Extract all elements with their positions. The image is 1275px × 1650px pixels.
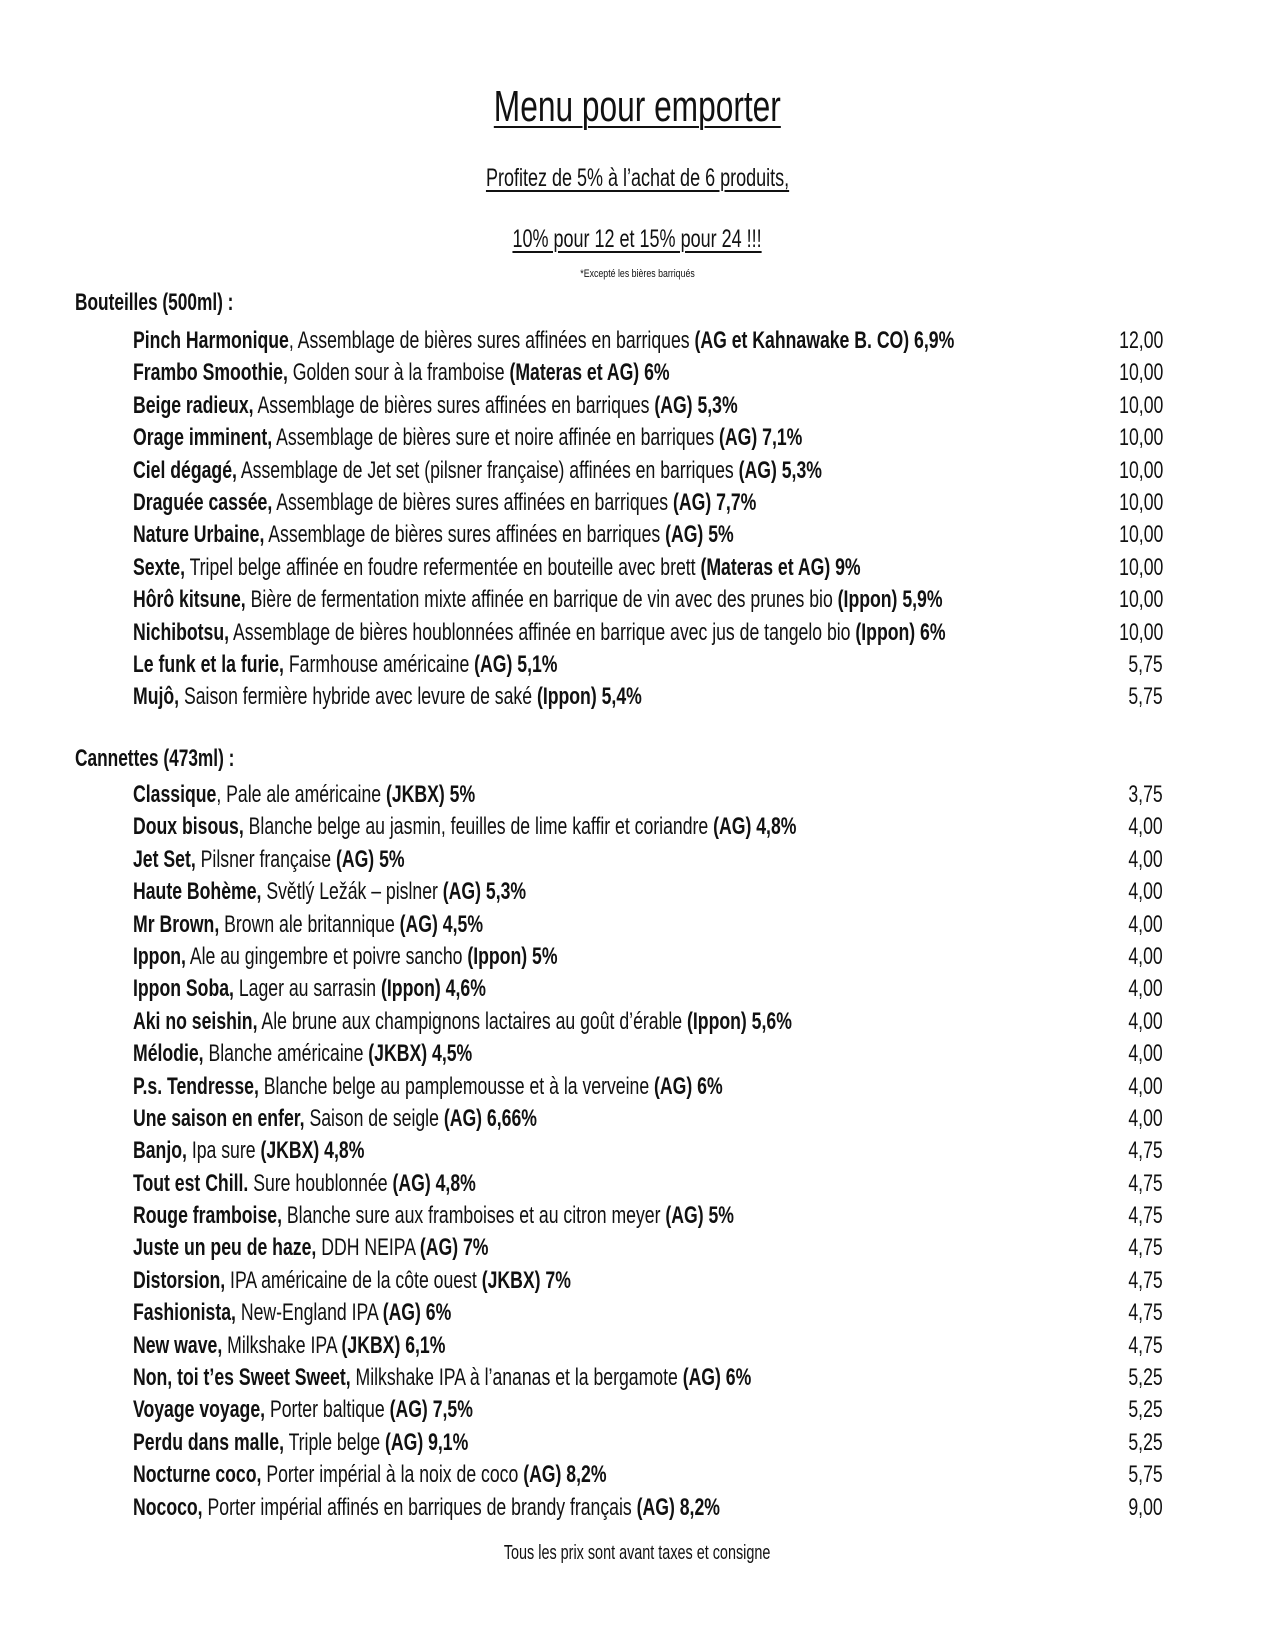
beer-style: Světlý Ležák – pislner xyxy=(266,878,443,906)
brewer-abv: (AG) 6% xyxy=(654,1072,723,1100)
beer-name: P.s. Tendresse, xyxy=(133,1072,259,1100)
price: 4,75 xyxy=(1128,1234,1163,1262)
beer-name: Doux bisous, xyxy=(133,813,244,841)
brewer-abv: (AG) 5,3% xyxy=(738,456,822,484)
cans-list xyxy=(0,780,1275,1525)
beer-style: Ipa sure xyxy=(191,1137,261,1165)
menu-item-row xyxy=(0,1460,1275,1492)
menu-item-row xyxy=(0,520,1275,552)
menu-item-description xyxy=(133,1428,468,1458)
price: 10,00 xyxy=(1118,424,1163,452)
menu-item-description xyxy=(133,812,796,842)
menu-item-row xyxy=(0,1007,1275,1039)
price: 4,75 xyxy=(1128,1169,1163,1197)
menu-item-description xyxy=(133,1460,607,1490)
price: 4,00 xyxy=(1128,975,1163,1003)
brewer-abv: (AG) 4,8% xyxy=(392,1169,476,1197)
beer-style: Assemblage de bières sures affinées en barriques xyxy=(297,327,695,354)
price: 5,25 xyxy=(1128,1396,1163,1424)
beer-style: DDH NEIPA xyxy=(321,1234,420,1262)
menu-item-description xyxy=(133,1493,720,1523)
brewer-abv: (AG) 7% xyxy=(419,1234,489,1262)
price: 4,00 xyxy=(1128,813,1163,841)
menu-item-row xyxy=(0,1298,1275,1330)
price: 4,00 xyxy=(1128,878,1163,906)
beer-name: Jet Set, xyxy=(133,845,196,873)
menu-item-description xyxy=(133,1104,537,1134)
price: 4,75 xyxy=(1128,1331,1163,1359)
beer-name: Juste un peu de haze, xyxy=(133,1234,317,1262)
menu-item-row xyxy=(0,1395,1275,1427)
beer-style: Ale brune aux champignons lactaires au goût d’érable xyxy=(261,1007,688,1035)
price: 4,00 xyxy=(1128,1072,1163,1100)
menu-item-description xyxy=(133,910,483,940)
menu-item-description xyxy=(133,520,734,550)
beer-style: Milkshake IPA à l’ananas et la bergamote xyxy=(355,1364,683,1392)
beer-style: Triple belge xyxy=(288,1428,385,1456)
menu-item-row xyxy=(0,585,1275,617)
section-heading-bottles: Bouteilles (500ml) : xyxy=(75,289,234,316)
menu-item-row xyxy=(0,1331,1275,1363)
price: 4,75 xyxy=(1128,1202,1163,1230)
menu-item-row xyxy=(0,1169,1275,1201)
menu-item-description xyxy=(133,1072,723,1102)
price: 4,00 xyxy=(1128,845,1163,873)
menu-item-row xyxy=(0,910,1275,942)
brewer-abv: (AG) 6,66% xyxy=(443,1104,537,1132)
menu-item-description xyxy=(133,1363,751,1393)
menu-item-row xyxy=(0,1233,1275,1265)
brewer-abv: (AG) 4,5% xyxy=(399,910,483,938)
brewer-abv: (JKBX) 5% xyxy=(385,781,476,808)
menu-item-description xyxy=(133,1395,473,1425)
beer-name: Nichibotsu, xyxy=(133,618,230,646)
beer-name: Pinch Harmonique xyxy=(133,327,289,354)
menu-item-description xyxy=(133,456,822,486)
brewer-abv: (JKBX) 4,5% xyxy=(368,1040,473,1068)
price: 12,00 xyxy=(1118,327,1163,354)
menu-item-row xyxy=(0,974,1275,1006)
price: 5,75 xyxy=(1128,683,1163,711)
brewer-abv: (Ippon) 5,9% xyxy=(837,586,943,614)
menu-item-row xyxy=(0,1428,1275,1460)
beer-name: Mélodie, xyxy=(133,1040,204,1068)
menu-item-description xyxy=(133,780,475,810)
beer-name: Orage imminent, xyxy=(133,424,273,452)
menu-item-description xyxy=(133,1331,445,1361)
beer-style: Pale ale américaine xyxy=(226,781,386,808)
menu-item-description xyxy=(133,391,738,421)
beer-name: Ippon Soba, xyxy=(133,975,234,1003)
menu-item-description xyxy=(133,553,861,583)
beer-style: Porter impérial affinés en barriques de brandy français xyxy=(207,1493,637,1521)
beer-style: Saison de seigle xyxy=(309,1104,444,1132)
price: 4,00 xyxy=(1128,1007,1163,1035)
beer-style: Assemblage de bières houblonnées affinée en barrique avec jus de tangelo bio xyxy=(232,618,856,646)
brewer-abv: (AG) 6% xyxy=(682,1364,752,1392)
beer-name: Tout est Chill. xyxy=(133,1169,249,1197)
beer-style: Lager au sarrasin xyxy=(238,975,382,1003)
promo-footnote: *Excepté les bières barriqués xyxy=(580,268,695,280)
brewer-abv: (AG) 8,2% xyxy=(523,1461,607,1489)
name-separator: , xyxy=(216,781,227,808)
menu-item-row xyxy=(0,488,1275,520)
menu-item-row xyxy=(0,812,1275,844)
beer-name: Fashionista, xyxy=(133,1299,236,1327)
brewer-abv: (AG) 5,1% xyxy=(474,650,558,678)
price: 10,00 xyxy=(1118,521,1163,549)
menu-item-row xyxy=(0,358,1275,390)
beer-style: Farmhouse américaine xyxy=(288,650,475,678)
beer-style: Porter impérial à la noix de coco xyxy=(266,1461,524,1489)
brewer-abv: (Ippon) 5,6% xyxy=(687,1007,792,1035)
price: 4,00 xyxy=(1128,1104,1163,1132)
menu-item-row xyxy=(0,650,1275,682)
menu-item-description xyxy=(133,1039,472,1069)
beer-style: Assemblage de bières sures affinées en barriques xyxy=(276,488,673,516)
beer-style: Saison fermière hybride avec levure de saké xyxy=(183,683,537,711)
beer-name: Distorsion, xyxy=(133,1266,226,1294)
menu-item-row xyxy=(0,1266,1275,1298)
beer-name: Sexte, xyxy=(133,553,185,581)
menu-item-row xyxy=(0,1493,1275,1525)
beer-style: Pilsner française xyxy=(200,845,336,873)
brewer-abv: (Ippon) 6% xyxy=(855,618,946,646)
beer-style: Blanche sure aux framboises et au citron meyer xyxy=(286,1202,666,1230)
beer-name: Nature Urbaine, xyxy=(133,521,265,549)
beer-name: Une saison en enfer, xyxy=(133,1104,305,1132)
menu-item-row xyxy=(0,942,1275,974)
beer-style: IPA américaine de la côte ouest xyxy=(230,1266,482,1294)
brewer-abv: (AG) 4,8% xyxy=(713,813,797,841)
menu-item-row xyxy=(0,326,1275,358)
price: 10,00 xyxy=(1118,618,1163,646)
beer-style: Brown ale britannique xyxy=(224,910,400,938)
brewer-abv: (Ippon) 4,6% xyxy=(381,975,486,1003)
beer-style: Blanche belge au jasmin, feuilles de lime kaffir et coriandre xyxy=(248,813,714,841)
beer-name: Frambo Smoothie, xyxy=(133,359,288,387)
menu-item-row xyxy=(0,553,1275,585)
menu-item-row xyxy=(0,423,1275,455)
menu-item-description xyxy=(133,326,954,356)
menu-item-row xyxy=(0,1136,1275,1168)
beer-name: Perdu dans malle, xyxy=(133,1428,284,1456)
brewer-abv: (AG) 6% xyxy=(382,1299,452,1327)
beer-style: New-England IPA xyxy=(240,1299,383,1327)
brewer-abv: (JKBX) 7% xyxy=(481,1266,571,1294)
section-heading-cans: Cannettes (473ml) : xyxy=(75,745,235,772)
price: 4,00 xyxy=(1128,910,1163,938)
menu-item-description xyxy=(133,1201,734,1231)
beer-name: Nococo, xyxy=(133,1493,203,1521)
beer-name: Voyage voyage, xyxy=(133,1396,266,1424)
price: 4,75 xyxy=(1128,1266,1163,1294)
beer-name: Haute Bohème, xyxy=(133,878,262,906)
promo-line-2: 10% pour 12 et 15% pour 24 !!! xyxy=(512,225,763,253)
beer-name: Beige radieux, xyxy=(133,391,254,419)
menu-item-row xyxy=(0,456,1275,488)
menu-item-description xyxy=(133,650,557,680)
menu-item-row xyxy=(0,780,1275,812)
menu-item-row xyxy=(0,877,1275,909)
beer-name: Ippon, xyxy=(133,942,186,970)
brewer-abv: (AG) 5% xyxy=(665,521,734,549)
beer-name: Nocturne coco, xyxy=(133,1461,262,1489)
price: 5,75 xyxy=(1128,650,1163,678)
beer-name: New wave, xyxy=(133,1331,223,1359)
menu-item-row xyxy=(0,1363,1275,1395)
bottles-list xyxy=(0,326,1275,715)
beer-name: Mujô, xyxy=(133,683,180,711)
brewer-abv: (AG et Kahnawake B. CO) 6,9% xyxy=(694,327,955,354)
menu-item-description xyxy=(133,974,486,1004)
beer-name: Ciel dégagé, xyxy=(133,456,237,484)
beer-style: Porter baltique xyxy=(269,1396,390,1424)
price: 10,00 xyxy=(1118,488,1163,516)
menu-item-row xyxy=(0,682,1275,714)
beer-name: Banjo, xyxy=(133,1137,187,1165)
brewer-abv: (JKBX) 6,1% xyxy=(341,1331,446,1359)
brewer-abv: (AG) 8,2% xyxy=(636,1493,720,1521)
beer-name: Aki no seishin, xyxy=(133,1007,258,1035)
name-separator: , xyxy=(288,327,298,354)
brewer-abv: (AG) 5% xyxy=(335,845,405,873)
price: 10,00 xyxy=(1118,359,1163,387)
brewer-abv: (AG) 5% xyxy=(665,1202,734,1230)
price: 9,00 xyxy=(1128,1493,1163,1521)
price: 4,75 xyxy=(1128,1299,1163,1327)
brewer-abv: (Materas et AG) 6% xyxy=(509,359,670,387)
beer-style: Assemblage de bières sure et noire affinée en barriques xyxy=(276,424,720,452)
menu-item-description xyxy=(133,1266,571,1296)
beer-style: Assemblage de bières sures affinées en barriques xyxy=(257,391,655,419)
beer-name: Mr Brown, xyxy=(133,910,220,938)
price: 4,75 xyxy=(1128,1137,1163,1165)
beer-name: Non, toi t’es Sweet Sweet, xyxy=(133,1364,351,1392)
menu-item-description xyxy=(133,1298,451,1328)
menu-item-description xyxy=(133,877,526,907)
menu-item-row xyxy=(0,391,1275,423)
menu-item-row xyxy=(0,1104,1275,1136)
beer-name: Draguée cassée, xyxy=(133,488,273,516)
menu-title: Menu pour emporter xyxy=(493,82,782,131)
price: 5,25 xyxy=(1128,1364,1163,1392)
menu-item-description xyxy=(133,358,670,388)
beer-name: Rouge framboise, xyxy=(133,1202,282,1230)
menu-item-description xyxy=(133,1136,364,1166)
price: 10,00 xyxy=(1118,586,1163,614)
beer-style: Assemblage de bières sures affinées en barriques xyxy=(268,521,666,549)
beer-style: Milkshake IPA xyxy=(227,1331,342,1359)
price: 5,25 xyxy=(1128,1428,1163,1456)
brewer-abv: (AG) 7,7% xyxy=(673,488,757,516)
brewer-abv: (AG) 9,1% xyxy=(384,1428,469,1456)
brewer-abv: (Materas et AG) 9% xyxy=(700,553,861,581)
menu-item-description xyxy=(133,423,802,453)
menu-item-description xyxy=(133,488,756,518)
brewer-abv: (Ippon) 5% xyxy=(467,942,558,970)
brewer-abv: (AG) 7,5% xyxy=(389,1396,473,1424)
beer-style: Golden sour à la framboise xyxy=(292,359,510,387)
menu-item-description xyxy=(133,942,558,972)
beer-style: Tripel belge affinée en foudre refermentée en bouteille avec brett xyxy=(189,553,701,581)
beer-style: Blanche belge au pamplemousse et à la verveine xyxy=(263,1072,655,1100)
menu-item-description xyxy=(133,682,642,712)
menu-item-row xyxy=(0,1201,1275,1233)
menu-item-description xyxy=(133,1007,792,1037)
beer-style: Bière de fermentation mixte affinée en barrique de vin avec des prunes bio xyxy=(250,586,838,614)
price: 10,00 xyxy=(1118,391,1163,419)
price: 3,75 xyxy=(1128,781,1163,808)
price: 10,00 xyxy=(1118,456,1163,484)
menu-item-row xyxy=(0,618,1275,650)
price: 4,00 xyxy=(1128,1040,1163,1068)
brewer-abv: (AG) 5,3% xyxy=(442,878,527,906)
promo-line-1: Profitez de 5% à l’achat de 6 produits, xyxy=(485,164,790,192)
price: 10,00 xyxy=(1118,553,1163,581)
beer-name: Classique xyxy=(133,781,217,808)
menu-item-description xyxy=(133,618,946,648)
price: 4,00 xyxy=(1128,942,1163,970)
menu-item-row xyxy=(0,1039,1275,1071)
footer-note: Tous les prix sont avant taxes et consigne xyxy=(504,1542,771,1564)
beer-name: Le funk et la furie, xyxy=(133,650,284,678)
menu-item-row xyxy=(0,1072,1275,1104)
beer-style: Ale au gingembre et poivre sancho xyxy=(189,942,468,970)
menu-item-description xyxy=(133,585,943,615)
brewer-abv: (AG) 7,1% xyxy=(719,424,803,452)
brewer-abv: (AG) 5,3% xyxy=(654,391,738,419)
beer-style: Blanche américaine xyxy=(208,1040,369,1068)
brewer-abv: (JKBX) 4,8% xyxy=(260,1137,365,1165)
menu-item-description xyxy=(133,1233,489,1263)
beer-style: Assemblage de Jet set (pilsner française) affinées en barriques xyxy=(240,456,739,484)
beer-name: Hôrô kitsune, xyxy=(133,586,246,614)
brewer-abv: (Ippon) 5,4% xyxy=(536,683,642,711)
menu-item-description xyxy=(133,1169,476,1199)
menu-item-row xyxy=(0,845,1275,877)
beer-style: Sure houblonnée xyxy=(253,1169,393,1197)
menu-item-description xyxy=(133,845,405,875)
price: 5,75 xyxy=(1128,1461,1163,1489)
